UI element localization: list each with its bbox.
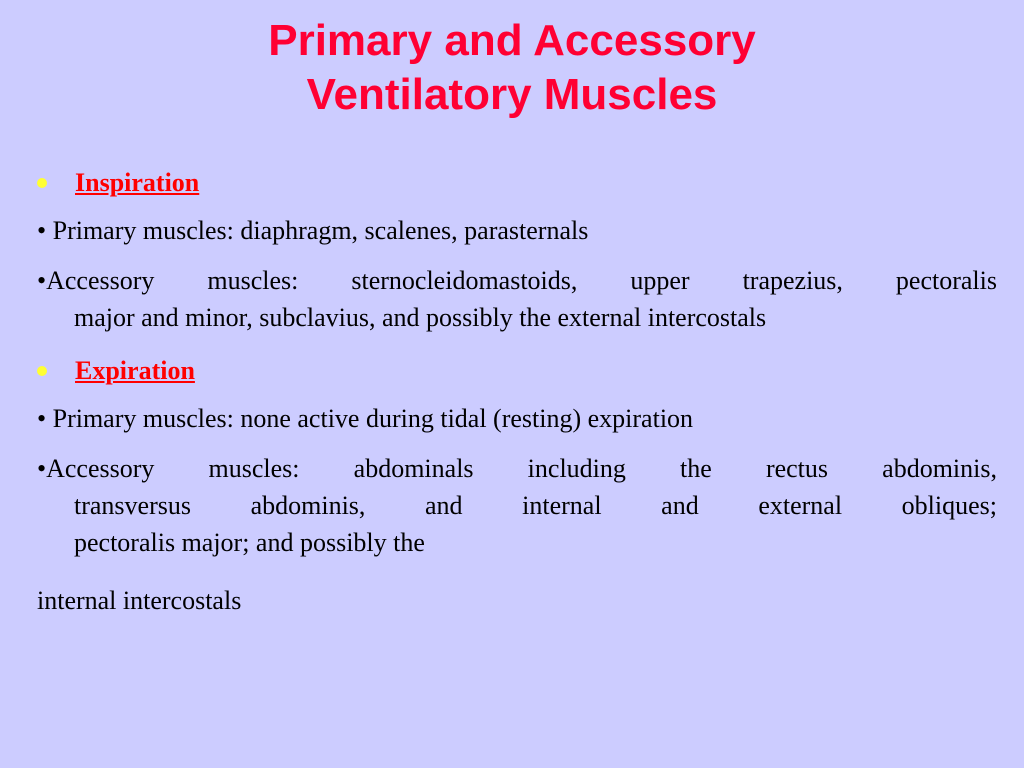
expiration-primary: • Primary muscles: none active during tidal (resting) expiration	[37, 404, 694, 433]
bullet-dot-icon	[37, 366, 47, 376]
title-line-2: Ventilatory Muscles	[306, 70, 718, 119]
expiration-trailing: internal intercostals	[37, 586, 242, 615]
expiration-accessory	[37, 450, 997, 561]
bullet-dot-icon	[37, 178, 47, 188]
expiration-accessory-line-3: pectoralis major; and possibly the	[74, 528, 425, 557]
inspiration-accessory-line-2: major and minor, subclavius, and possibly the external intercostals	[74, 303, 767, 332]
slide-title	[0, 14, 1024, 122]
inspiration-primary: • Primary muscles: diaphragm, scalenes, parasternals	[37, 216, 589, 245]
inspiration-label: Inspiration	[75, 168, 200, 197]
inspiration-accessory	[37, 262, 997, 336]
expiration-accessory-line-2: transversus abdominis, and internal and external obliques;	[74, 491, 997, 520]
inspiration-accessory-line-1: •Accessory muscles: sternocleidomastoids, upper trapezius, pectoralis	[37, 266, 997, 295]
expiration-accessory-line-1: •Accessory muscles: abdominals including the rectus abdominis,	[37, 454, 997, 483]
title-line-1: Primary and Accessory	[268, 16, 756, 65]
expiration-label: Expiration	[75, 356, 195, 385]
